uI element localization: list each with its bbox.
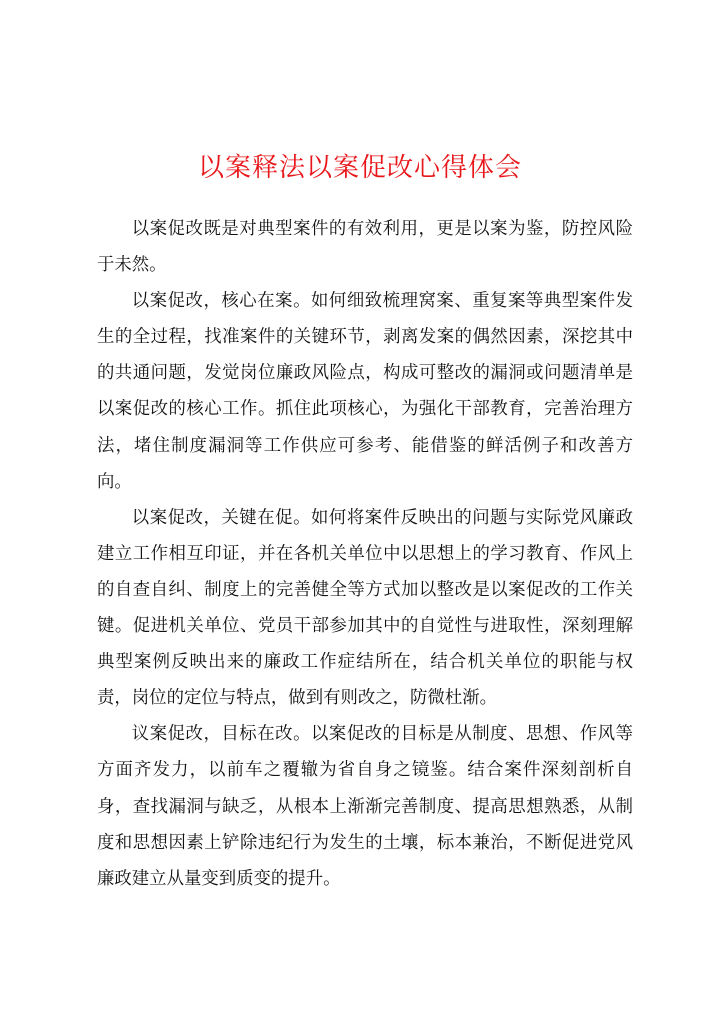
page-title: 以案释法以案促改心得体会 — [197, 153, 522, 183]
document-body — [97, 211, 633, 897]
paragraph-intro: 以案促改既是对典型案件的有效利用，更是以案为鉴，防控风险于未然。 — [97, 219, 633, 276]
paragraph-key: 以案促改，关键在促。如何将案件反映出的问题与实际党风廉政建立工作相互印证，并在各机关单位中以思想上的学习教育、作风上的自查自纠、制度上的完善健全等方式加以整改是以案促改的工作关键。促进机关单位、党员干部参加其中的自觉性与进取性，深刻理解典型案例反映出来的廉政工作症结所在，结合机关单位的职能与权责，岗位的定位与特点，做到有则改之，防微杜渐。 — [97, 507, 633, 709]
paragraph-goal: 议案促改，目标在改。以案促改的目标是从制度、思想、作风等方面齐发力，以前车之覆辙为省自身之镜鉴。结合案件深刻剖析自身，查找漏洞与缺乏，从根本上渐渐完善制度、提高思想熟悉，从制度和思想因素上铲除违纪行为发生的土壤，标本兼治，不断促进党风廉政建立从量变到质变的提升。 — [97, 724, 633, 889]
paragraph-core: 以案促改，核心在案。如何细致梳理窝案、重复案等典型案件发生的全过程，找准案件的关键环节，剥离发案的偶然因素，深挖其中的共通问题，发觉岗位廉政风险点，构成可整改的漏洞或问题清单是以案促改的核心工作。抓住此项核心，为强化干部教育，完善治理方法，堵住制度漏洞等工作供应可参考、能借鉴的鲜活例子和改善方向。 — [97, 291, 633, 492]
